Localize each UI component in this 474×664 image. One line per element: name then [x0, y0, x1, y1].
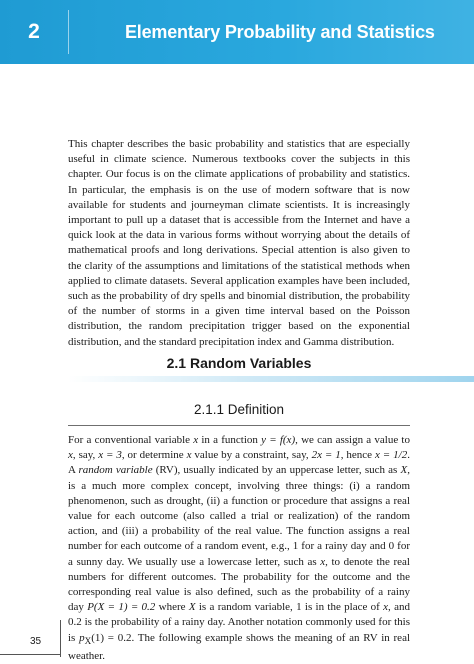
definition-text: , or determine: [121, 449, 187, 462]
math-expression: y = f(x): [261, 434, 296, 446]
definition-text: , is a much more complex concept, involving three things: (i) a random phenomenon, such as drought, (ii) a function or procedure that assigns a real value for each outcome (also called a trial or realization) of the random action, and (iii) a probability of the real value. The function assigns a real number for each outcome of a random event, e.g., 1 for a rainy day and 0 for a sunny day. We usually use a lowercase letter, such as: [68, 464, 410, 568]
definition-text: For a conventional variable: [68, 434, 194, 446]
definition-text: , we can assign a value to: [295, 434, 410, 446]
math-expression: 2x = 1: [311, 449, 341, 462]
definition-text: , say,: [72, 449, 99, 462]
math-expression: x = 1/2: [375, 449, 408, 462]
math-expression: x = 3: [98, 449, 122, 462]
definition-text: in a function: [198, 434, 262, 446]
math-var: x: [186, 449, 192, 462]
definition-text: . A: [68, 449, 410, 477]
definition-text: (RV), usually indicated by an uppercase letter, such as: [152, 464, 401, 477]
subsection-rule: [68, 425, 410, 426]
definition-text: . The following example shows the meaning of an RV in real weather.: [68, 631, 411, 663]
definition-text: value by a constraint, say,: [191, 449, 312, 462]
chapter-divider: [68, 10, 69, 54]
math-subscript: X: [84, 635, 92, 646]
section-title: 2.1 Random Variables: [166, 355, 312, 371]
math-expression: P(X = 1) = 0.2: [87, 601, 156, 614]
intro-paragraph: This chapter describes the basic probability and statistics that are especially useful in climate science. Numerous textbooks cover the subjects in this chapter. Our focus is on the climate applications of probability and statistics. In particular, the emphasis is on the use of modern software that is now available for students and journeyman climate scientists. It is increasingly important to pull up a dataset that is accessible from the Internet and have a quick look at the data in various forms without worrying about the details of mathematical proofs and long derivations. Special attention is also given to the clarity of the assumptions and limitations of the statistical methods when applied to climate datasets. Several application examples have been included, such as the probability of dry spells and binomial distribution, the probability of the number of storms in a given time interval based on the Poisson distribution, the random precipitation trigger based on the exponential distribution, and the standard precipitation index and Gamma distribution.: [68, 138, 410, 348]
definition-paragraph: [68, 433, 410, 664]
definition-text: is a random variable, 1 is in the place of: [195, 601, 384, 614]
chapter-number: 2: [28, 20, 40, 43]
section-divider: [68, 376, 474, 382]
math-expression: p: [79, 631, 85, 644]
definition-text: , hence: [340, 449, 375, 462]
page-number: 35: [30, 636, 42, 647]
footer-rule-vertical: [60, 620, 61, 657]
math-var: x: [193, 434, 199, 446]
defined-term: random variable: [78, 464, 153, 477]
math-var: X: [400, 464, 408, 477]
math-expression: (1) = 0.2: [91, 631, 132, 644]
definition-text: , and 0.2 is the probability of a rainy day. Another notation commonly used for this is: [68, 601, 410, 644]
chapter-title: Elementary Probability and Statistics: [125, 22, 435, 42]
definition-text: , to denote the real numbers for different outcomes. The probability for the outcome and the corresponding real value is also defined, such as the probability of a rainy day: [68, 555, 410, 614]
definition-text: where: [155, 601, 189, 614]
math-var: x: [383, 601, 389, 614]
math-var: x: [320, 555, 326, 568]
math-var: x: [68, 449, 73, 462]
math-var: X: [188, 601, 196, 614]
chapter-banner: [0, 0, 474, 64]
subsection-title: 2.1.1 Definition: [193, 402, 285, 417]
footer-rule-horizontal: [0, 654, 60, 655]
